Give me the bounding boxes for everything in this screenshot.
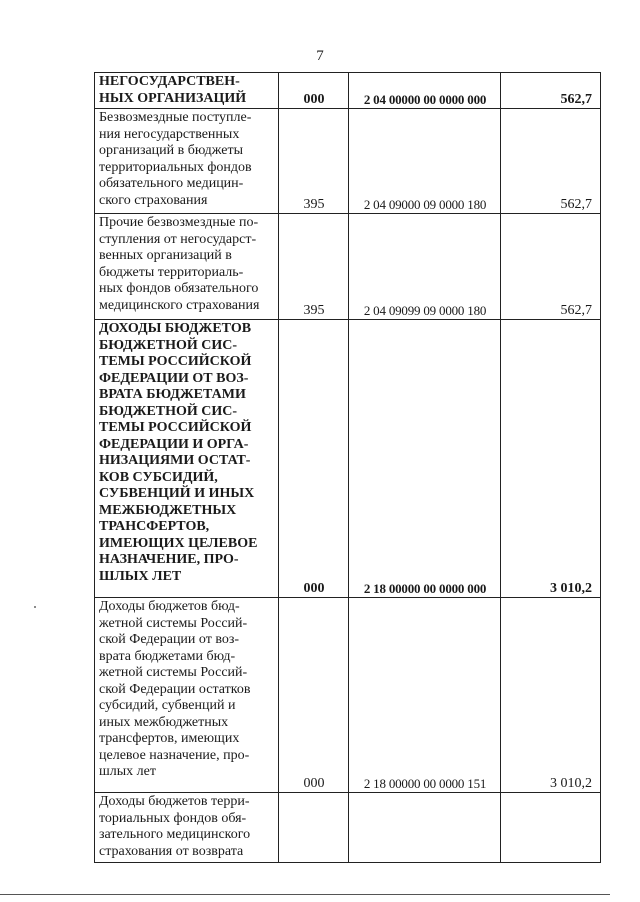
- row-admin-code: 395: [279, 109, 349, 214]
- row-kbk: 2 04 09099 09 0000 180: [349, 214, 501, 320]
- row-admin-code: 000: [279, 320, 349, 598]
- row-admin-code: [279, 793, 349, 863]
- row-amount: 3 010,2: [501, 598, 601, 793]
- row-amount: 562,7: [501, 73, 601, 109]
- scan-speck: [34, 606, 36, 608]
- page-bottom-rule: [0, 894, 610, 895]
- row-amount: 562,7: [501, 109, 601, 214]
- row-amount: [501, 793, 601, 863]
- row-amount: 562,7: [501, 214, 601, 320]
- row-amount: 3 010,2: [501, 320, 601, 598]
- table-row: [95, 73, 601, 109]
- row-admin-code: 395: [279, 214, 349, 320]
- table-row: [95, 214, 601, 320]
- row-kbk: 2 18 00000 00 0000 000: [349, 320, 501, 598]
- row-admin-code: 000: [279, 598, 349, 793]
- table-row: [95, 598, 601, 793]
- row-admin-code: 000: [279, 73, 349, 109]
- row-kbk: 2 04 00000 00 0000 000: [349, 73, 501, 109]
- table-row: [95, 320, 601, 598]
- row-name: ДОХОДЫ БЮДЖЕТОВ БЮДЖЕТНОЙ СИС- ТЕМЫ РОССИЙСКОЙ ФЕДЕРАЦИИ ОТ ВОЗ- ВРАТА БЮДЖЕТАМИ БЮДЖЕТНОЙ СИС- ТЕМЫ РОССИЙСКОЙ ФЕДЕРАЦИИ И ОРГА- НИЗАЦИЯМИ ОСТАТ- КОВ СУБСИДИЙ, СУБВЕНЦИЙ И ИНЫХ МЕЖБЮДЖЕТНЫХ ТРАНСФЕРТОВ, ИМЕЮЩИХ ЦЕЛЕВОЕ НАЗНАЧЕНИЕ, ПРО- ШЛЫХ ЛЕТ: [95, 320, 279, 598]
- row-kbk: 2 18 00000 00 0000 151: [349, 598, 501, 793]
- row-kbk: 2 04 09000 09 0000 180: [349, 109, 501, 214]
- table-row: [95, 793, 601, 863]
- row-name: Доходы бюджетов бюд- жетной системы Россий- ской Федерации от воз- врата бюджетами бюд- жетной системы Россий- ской Федерации остатков субсидий, субвенций и иных межбюджетных трансфертов, имеющих целевое назначение, про- шлых лет: [95, 598, 279, 793]
- row-name: Доходы бюджетов терри- ториальных фондов обя- зательного медицинского страхования от возврата: [95, 793, 279, 863]
- row-name: НЕГОСУДАРСТВЕН- НЫХ ОРГАНИЗАЦИЙ: [95, 73, 279, 109]
- row-name: Прочие безвозмездные по- ступления от негосударст- венных организаций в бюджеты территориаль- ных фондов обязательного медицинского страхования: [95, 214, 279, 320]
- page-number: 7: [316, 48, 324, 64]
- row-kbk: [349, 793, 501, 863]
- table-row: [95, 109, 601, 214]
- revenue-table: [94, 72, 601, 863]
- row-name: Безвозмездные поступле- ния негосударственных организаций в бюджеты территориальных фондов обязательного медицин- ского страхования: [95, 109, 279, 214]
